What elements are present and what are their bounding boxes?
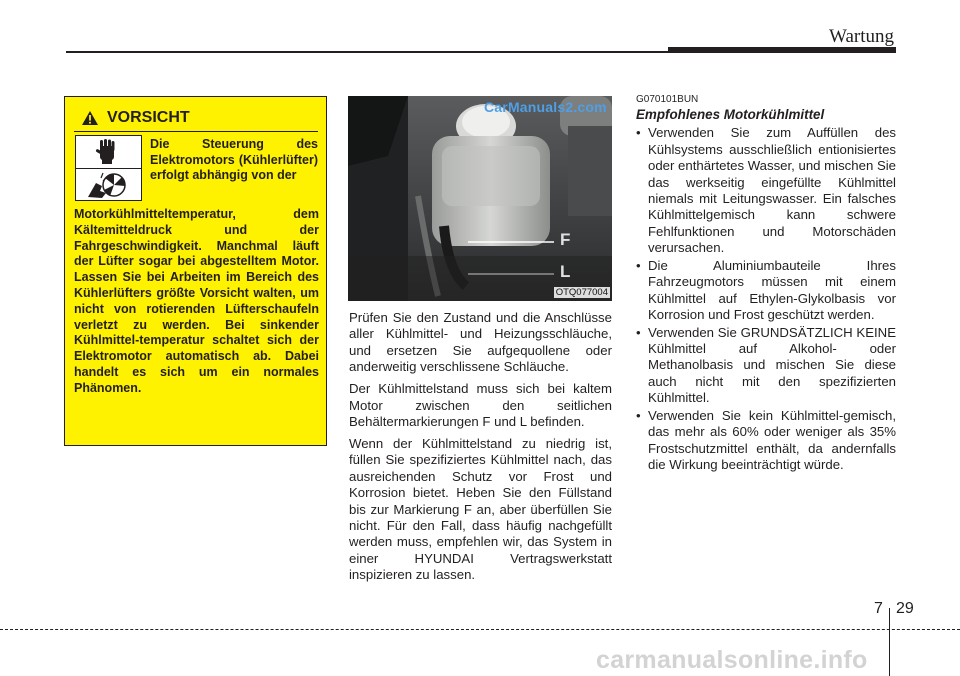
hand-stop-icon [76,136,141,168]
caution-rule [74,131,318,132]
warning-triangle-icon [81,110,99,126]
section-title: Wartung [829,26,894,47]
caution-lead-text: Die Steuerung des Elektromotors (Kühlerlüfter) erfolgt abhängig von der [150,137,318,183]
fan-hand-icon [76,169,141,201]
engine-bay-illustration [348,96,612,301]
footer-rule [0,629,960,630]
site-watermark: carmanualsonline.info [596,646,868,674]
caution-body-text: Motorkühlmitteltemperatur, dem Kältemitteldruck und der Fahrgeschwindigkeit. Manchmal läuft der Lüfter sogar bei abgestelltem Motor. Lassen Sie bei Arbeiten im Bereich des Kühlerlüfters größte Vorsicht walten, um nicht von rotierenden Lüfterschaufeln verletzt zu werden. Bei sinkender Kühlmittel-temperatur schaltet sich der Elektromotor automatisch ab. Dabei handelt es sich um ein normales Phänomen. [74,207,319,395]
list-item: • Verwenden Sie kein Kühlmittel-gemisch, das mehr als 60% oder weniger als 35% Frostschutzmittel enthält, da andernfalls die Wirkung beeinträchtigt würde. [636,408,896,474]
list-item: • Verwenden Sie GRUNDSÄTZLICH KEINE Kühlmittel auf Alkohol- oder Methanolbasis und mischen Sie diese auch nicht mit den spezifizierten Kühlmittel. [636,325,896,407]
figure-code: OTQ077004 [555,287,608,298]
coolant-instructions [349,310,612,589]
page-number: 29 [896,600,914,617]
caution-title: VORSICHT [107,109,190,126]
marker-full: F [560,230,571,249]
chapter-number: 7 [874,600,883,617]
coolant-recommendations [636,93,896,475]
footer-divider [889,608,890,676]
header-rule-bold [668,47,896,53]
caution-pictogram [75,135,142,201]
section-heading: Empfohlenes Motorkühlmittel [636,107,825,122]
header-rule [66,51,672,53]
paragraph: Wenn der Kühlmittelstand zu niedrig ist, füllen Sie spezifiziertes Kühlmittel nach, das ausreichenden Schutz vor Frost und Korrosion bietet. Heben Sie den Füllstand bis zur Markierung F an, aber überfüllen Sie nicht. Für den Fall, dass häufig nachgefüllt werden muss, empfehlen wir, das System in einer HYUNDAI Vertragswerkstatt inspizieren zu lassen. [349,436,612,583]
list-item: • Verwenden Sie zum Auffüllen des Kühlsystems ausschließlich entionisiertes oder enthärtetes Wasser, und mischen Sie das werkseitig eingefüllte Kühlmittel niemals mit Leitungswasser. Ein falsches Kühlmittelgemisch kann schwere Fehlfunktionen und Motorschäden verursachen. [636,125,896,256]
section-code: G070101BUN [636,94,699,105]
paragraph: Der Kühlmittelstand muss sich bei kaltem Motor zwischen den seitlichen Behältermarkierungen F und L befinden. [349,381,612,430]
caution-heading [81,109,190,127]
list-item: • Die Aluminiumbauteile Ihres Fahrzeugmotors müssen mit einem Kühlmittel auf Ethylen-Glykolbasis vor Korrosion und Frost geschützt werden. [636,258,896,324]
recommendation-list [636,125,896,473]
coolant-reservoir-photo [348,96,612,301]
marker-low: L [560,262,571,281]
photo-watermark: CarManuals2.com [484,99,607,115]
caution-box [64,96,327,446]
paragraph: Prüfen Sie den Zustand und die Anschlüsse aller Kühlmittel- und Heizungsschläuche, und ersetzen Sie aufgequollene oder anderweitig verschlissene Schläuche. [349,310,612,375]
